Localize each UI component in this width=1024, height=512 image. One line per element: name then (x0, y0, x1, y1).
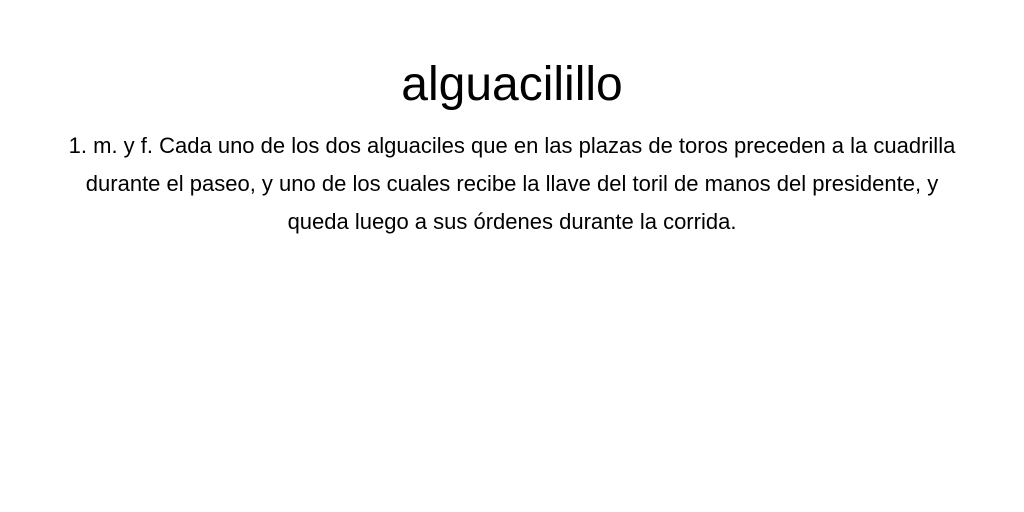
entry-definition: 1. m. y f. Cada uno de los dos alguaciles que en las plazas de toros preceden a la cuadrilla durante el paseo, y uno de los cuales recibe la llave del toril de manos del presidente, y queda luego a sus órdenes durante la corrida. (68, 133, 956, 234)
entry-term: alguacilillo (401, 58, 623, 111)
